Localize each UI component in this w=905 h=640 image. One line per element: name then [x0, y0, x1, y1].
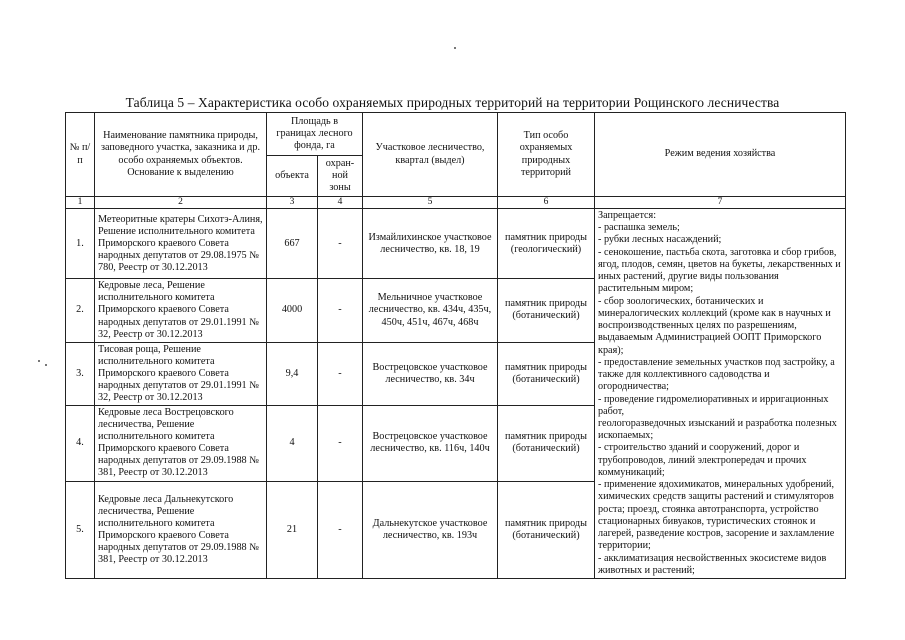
- regime-line: - сбор зоологических, ботанических и минералогических коллекций (кроме как в научных и воспроизводственных целях по разрешениям, выдаваемым Администрацией ООПТ Приморского края);: [598, 295, 831, 356]
- column-number: 1: [66, 197, 95, 209]
- row-name: Метеоритные кратеры Сихотэ-Алиня, Решение исполнительного комитета Приморского краевого Совета народных депутатов от 29.08.1975 № 780, Реестр от 30.12.2013: [95, 209, 267, 279]
- table-caption: Таблица 5 – Характеристика особо охраняемых природных территорий на территории Рощинского лесничества: [125, 95, 780, 110]
- header-name: Наименование памятника природы, заповедного участка, заказника и др. особо охраняемых объектов. Основание к выделению: [95, 113, 267, 197]
- row-name: Кедровые леса Дальнекутского лесничества, Решение исполнительного комитета Приморского краевого Совета народных депутатов от 29.09.1988 № 381, Реестр от 30.12.2013: [95, 481, 267, 578]
- oopt-table: [65, 112, 846, 579]
- header-type: Тип особо охраняемых природных территорий: [498, 113, 595, 197]
- regime-line: геологоразведочных изысканий и разработка полезных ископаемых;: [598, 417, 837, 442]
- row-type: памятник природы (ботанический): [498, 481, 595, 578]
- regime-line: Запрещается:: [598, 210, 657, 221]
- row-area-zone: -: [318, 406, 363, 481]
- row-type: памятник природы (ботанический): [498, 279, 595, 342]
- row-forestry: Измайлихинское участковое лесничество, кв. 18, 19: [363, 209, 498, 279]
- row-forestry: Дальнекутское участковое лесничество, кв. 193ч: [363, 481, 498, 578]
- column-number: 6: [498, 197, 595, 209]
- header-row-1: [66, 113, 846, 156]
- column-number: 7: [595, 197, 846, 209]
- row-area-object: 667: [267, 209, 318, 279]
- header-area-object: объекта: [267, 156, 318, 197]
- row-forestry: Вострецовское участковое лесничество, кв. 116ч, 140ч: [363, 406, 498, 481]
- column-number-row: [66, 197, 846, 209]
- column-number: 4: [318, 197, 363, 209]
- column-number: 2: [95, 197, 267, 209]
- row-area-zone: -: [318, 279, 363, 342]
- header-regime: Режим ведения хозяйства: [595, 113, 846, 197]
- scan-speck: [454, 47, 456, 49]
- row-type: памятник природы (ботанический): [498, 342, 595, 405]
- table-row: [66, 209, 846, 279]
- column-number: 5: [363, 197, 498, 209]
- regime-line: - распашка земель;: [598, 222, 680, 234]
- header-area-zone: охран-ной зоны: [318, 156, 363, 197]
- header-num: № п/п: [66, 113, 95, 197]
- row-type: памятник природы (ботанический): [498, 406, 595, 481]
- row-num: 1.: [66, 209, 95, 279]
- row-num: 5.: [66, 481, 95, 578]
- scan-speck: [45, 364, 47, 366]
- row-area-zone: -: [318, 342, 363, 405]
- regime-cell: [595, 209, 846, 579]
- scan-speck: [38, 360, 40, 362]
- header-area: Площадь в границах лесного фонда, га: [267, 113, 363, 156]
- row-num: 4.: [66, 406, 95, 481]
- regime-line: - акклиматизация несвойственных экосистеме видов животных и растений;: [598, 552, 827, 576]
- regime-line: - строительство зданий и сооружений, дорог и трубопроводов, линий электропередач и прочих коммуникаций;: [598, 442, 807, 478]
- row-area-object: 21: [267, 481, 318, 578]
- header-forestry: Участковое лесничество, квартал (выдел): [363, 113, 498, 197]
- regime-line: - рубки лесных насаждений;: [598, 234, 722, 246]
- row-name: Тисовая роща, Решение исполнительного комитета Приморского краевого Совета народных депутатов от 29.01.1991 № 32, Реестр от 30.12.2013: [95, 342, 267, 405]
- row-area-object: 9,4: [267, 342, 318, 405]
- row-area-object: 4000: [267, 279, 318, 342]
- row-num: 2.: [66, 279, 95, 342]
- regime-line: - применение ядохимикатов, минеральных удобрений, химических средств защиты растений и стимуляторов роста; проезд, стоянка автотранспорта, устройство стационарных бивуаков, туристических стоянок и лагерей, разведение костров, засорение и захламление территории;: [598, 479, 835, 552]
- row-name: Кедровые леса Вострецовского лесничества, Решение исполнительного комитета Приморского краевого Совета народных депутатов от 29.09.1988 № 381, Реестр от 30.12.2013: [95, 406, 267, 481]
- row-area-zone: -: [318, 481, 363, 578]
- regime-line: - предоставление земельных участков под застройку, а также для коллективного садоводства и огородничества;: [598, 356, 835, 393]
- row-area-object: 4: [267, 406, 318, 481]
- row-type: памятник природы (геологический): [498, 209, 595, 279]
- regime-line: - проведение гидромелиоративных и ирригационных работ,: [598, 393, 829, 417]
- row-forestry: Вострецовское участковое лесничество, кв. 34ч: [363, 342, 498, 405]
- regime-line: - сенокошение, пастьба скота, заготовка и сбор грибов, ягод, плодов, семян, цветов на букеты, лекарственных и иных растений, другие виды пользования растительным миром;: [598, 246, 841, 295]
- row-area-zone: -: [318, 209, 363, 279]
- row-forestry: Мельничное участковое лесничество, кв. 434ч, 435ч, 450ч, 451ч, 467ч, 468ч: [363, 279, 498, 342]
- row-name: Кедровые леса, Решение исполнительного комитета Приморского краевого Совета народных депутатов от 29.01.1991 № 32, Реестр от 30.12.2013: [95, 279, 267, 342]
- column-number: 3: [267, 197, 318, 209]
- row-num: 3.: [66, 342, 95, 405]
